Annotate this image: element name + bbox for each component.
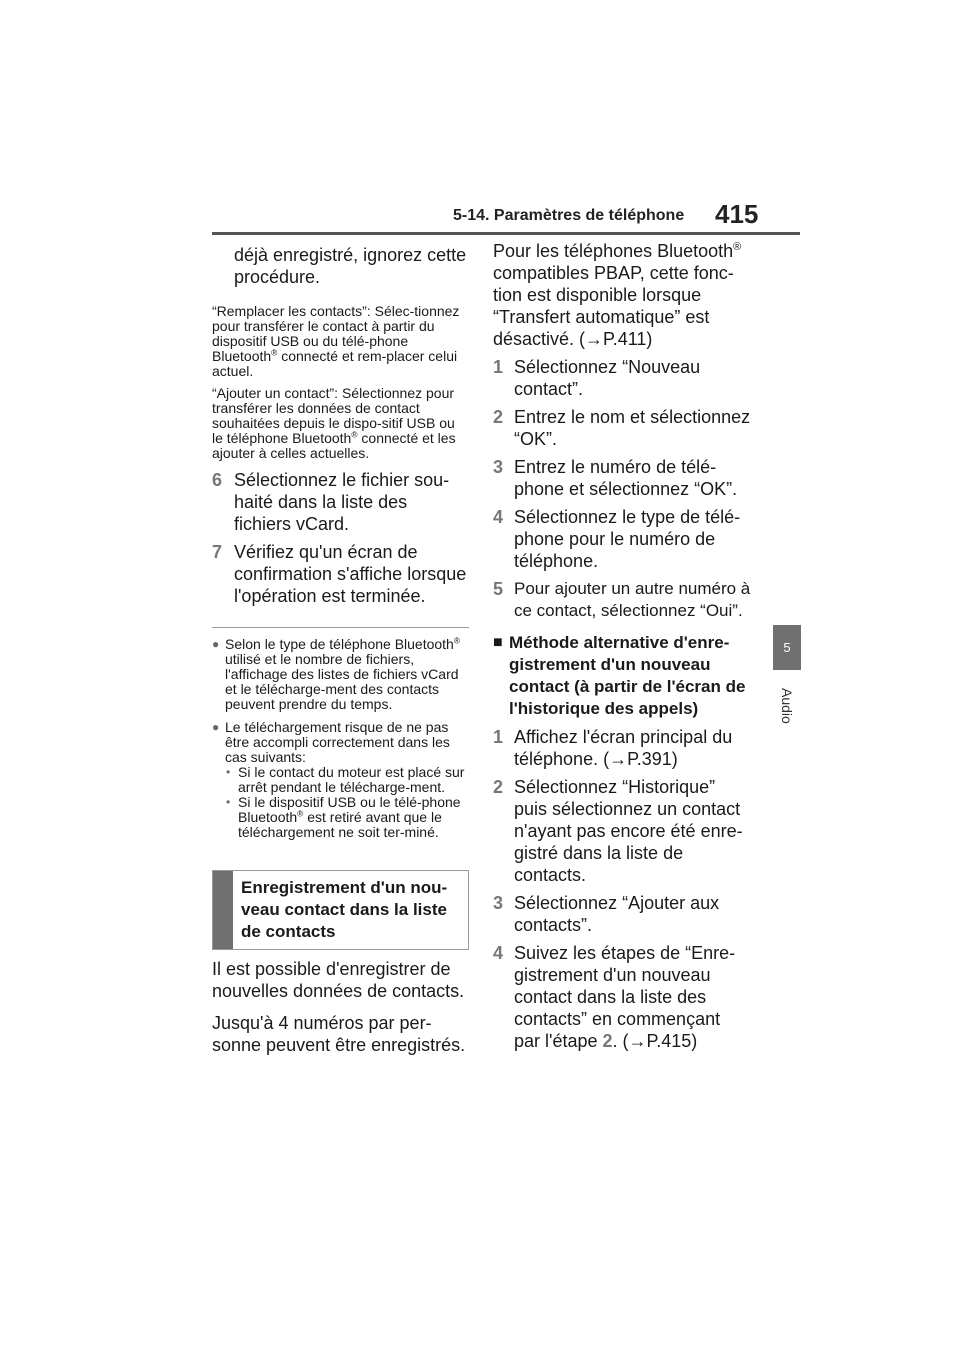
section-title: Enregistrement d'un nou-veau contact dans la liste de contacts — [241, 878, 448, 941]
step-text: Sélectionnez “Nouveau contact”. — [514, 357, 701, 399]
step-7 — [212, 541, 469, 607]
step-text: Vérifiez qu'un écran de confirmation s'affiche lorsque l'opération est terminée. — [234, 542, 467, 606]
page-number: 415 — [715, 199, 759, 229]
sub-bullet-text: Si le contact du moteur est placé sur arrêt pendant le télécharge-ment. — [238, 764, 465, 795]
step-text: Sélectionnez “Ajouter aux contacts”. — [514, 893, 720, 935]
step-6 — [212, 469, 469, 535]
section-title-bar — [213, 871, 233, 949]
step-text: Sélectionnez le type de télé-phone pour le numéro de téléphone. — [514, 507, 741, 571]
step-number: 7 — [212, 542, 223, 562]
sub-bullet-text: Si le dispositif USB ou le télé-phone Bluetooth® est retiré avant que le téléchargement ne soit ter-miné. — [238, 794, 461, 840]
step-3 — [493, 456, 751, 500]
step-number: 2 — [493, 777, 504, 797]
step-number: 5 — [493, 579, 504, 599]
step-number: 4 — [493, 507, 504, 527]
header-divider — [212, 232, 800, 235]
subsection-title: Méthode alternative d'enre-gistrement d'un nouveau contact (à partir de l'écran de l'historique des appels) — [509, 633, 746, 718]
continued-step-text: déjà enregistré, ignorez cette procédure. — [234, 245, 467, 287]
sub-bullet — [225, 765, 469, 795]
step-text: Pour ajouter un autre numéro à ce contact, sélectionnez “Oui”. — [514, 579, 751, 620]
step-4 — [493, 506, 751, 572]
step-reference: 2 — [602, 1031, 613, 1051]
step-1 — [493, 356, 751, 400]
note-bullet — [212, 637, 469, 712]
step-number: 3 — [493, 893, 504, 913]
step-5 — [493, 578, 751, 622]
bullet-icon: ● — [212, 720, 220, 734]
step-text: Sélectionnez le fichier sou-haité dans la liste des fichiers vCard. — [234, 470, 450, 534]
step-text: Suivez les étapes de “Enre-gistrement d'un nouveau contact dans la liste des contacts” en commençant par l'étape 2. (→P.415) — [514, 943, 736, 1051]
body-paragraph: Il est possible d'enregistrer de nouvelles données de contacts. — [212, 959, 465, 1001]
alt-step-4 — [493, 942, 751, 1052]
subsection-heading — [493, 632, 751, 720]
sub-bullet-icon: • — [226, 795, 231, 809]
step-text: Entrez le numéro de télé-phone et sélectionnez “OK”. — [514, 457, 738, 499]
alt-step-3 — [493, 892, 751, 936]
bullet-text: Selon le type de téléphone Bluetooth® utilisé et le nombre de fichiers, l'affichage des listes de fichiers vCard et le télécharge-ment des contacts peuvent prendre du temps. — [225, 635, 461, 712]
chapter-label: Audio — [779, 688, 795, 724]
step-text: Entrez le nom et sélectionnez “OK”. — [514, 407, 751, 449]
step-text: Affichez l'écran principal du téléphone. (→P.391) — [514, 727, 733, 769]
note-bullet — [212, 720, 469, 840]
step-2 — [493, 406, 751, 450]
chapter-tab: 5 — [773, 625, 801, 670]
left-column — [212, 240, 469, 1056]
sub-bullet — [225, 795, 469, 840]
section-header: 5-14. Paramètres de téléphone — [453, 207, 685, 224]
step-text: Sélectionnez “Historique” puis sélectionnez un contact n'ayant pas encore été enre-gistré dans la liste de contacts. — [514, 777, 743, 885]
bullet-icon: ● — [212, 637, 220, 651]
step-number: 3 — [493, 457, 504, 477]
step-number: 1 — [493, 357, 504, 377]
notes-divider — [212, 627, 469, 628]
body-paragraph: Jusqu'à 4 numéros par per-sonne peuvent être enregistrés. — [212, 1013, 466, 1055]
intro-paragraph: Pour les téléphones Bluetooth® compatibles PBAP, cette fonc-tion est disponible lorsque “Transfert automatique” est désactivé. (→P.411) — [493, 241, 742, 349]
step-number: 6 — [212, 470, 223, 490]
alt-step-1 — [493, 726, 751, 770]
right-column — [493, 240, 751, 1052]
note-add-contact: “Ajouter un contact”: Sélectionnez pour transférer les données de contact souhaitées depuis le dispo-sitif USB ou le téléphone Bluetooth® connecté et les ajouter à celles actuelles. — [212, 385, 456, 461]
note-replace-contacts: “Remplacer les contacts”: Sélec-tionnez pour transférer le contact à partir du dispositif USB ou du télé-phone Bluetooth® connecté et rem-placer celui actuel. — [212, 303, 460, 379]
step-number: 1 — [493, 727, 504, 747]
square-bullet-icon: ■ — [493, 634, 503, 651]
step-number: 2 — [493, 407, 504, 427]
alt-step-2 — [493, 776, 751, 886]
sub-bullet-icon: • — [226, 765, 231, 779]
bullet-text: Le téléchargement risque de ne pas être accompli correctement dans les cas suivants: — [225, 719, 450, 765]
step-number: 4 — [493, 943, 504, 963]
section-title-box — [212, 870, 469, 950]
